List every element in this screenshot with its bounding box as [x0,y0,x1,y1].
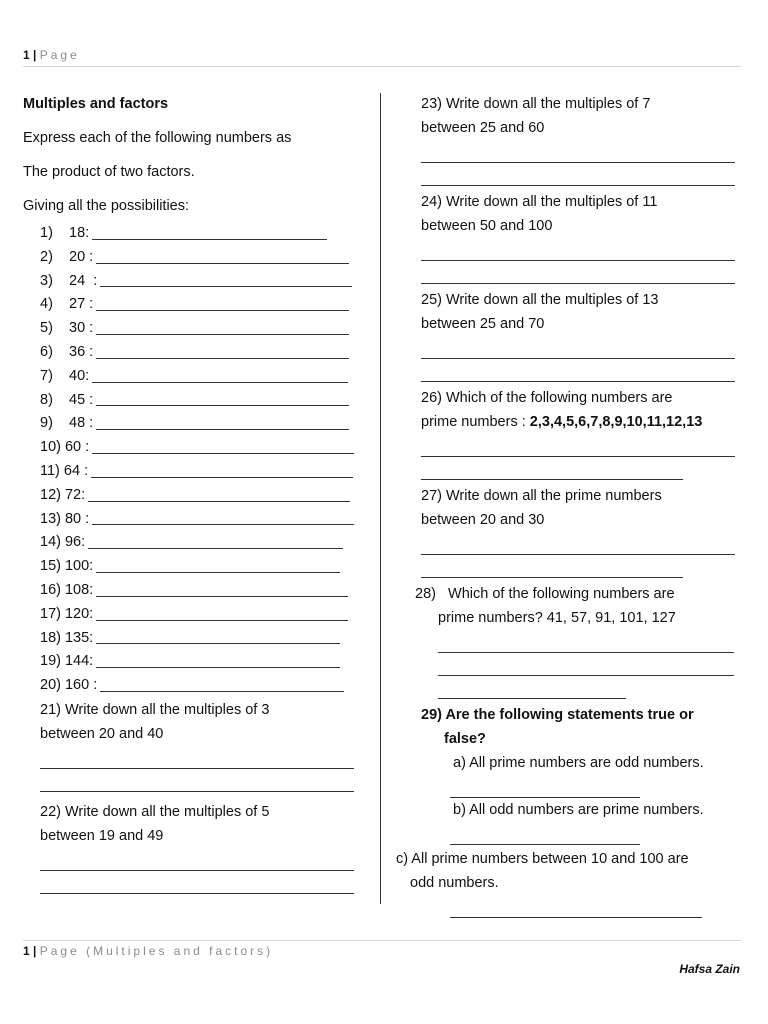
question-22 [23,800,368,894]
answer-line[interactable] [40,746,354,769]
worksheet-title: Multiples and factors [23,96,169,112]
answer-line[interactable] [438,630,734,653]
question-26-line-1: 26) Which of the following numbers are [421,390,673,406]
question-28-line-2: prime numbers? 41, 57, 91, 101, 127 [438,610,676,626]
answer-line[interactable] [40,769,354,792]
question-26-numbers: 2,3,4,5,6,7,8,9,10,11,12,13 [529,414,703,430]
answer-blank[interactable] [96,582,348,597]
question-21-line-1: 21) Write down all the multiples of 3 [40,701,270,718]
answer-line[interactable] [450,775,640,798]
factor-item: 3) 24 : [23,270,368,294]
footer-page-text: Page (Multiples and factors) [39,944,274,958]
intro-line-3: Giving all the possibilities: [23,198,190,214]
question-29-statement-c-line-1: c) All prime numbers between 10 and 100 are [396,851,689,867]
intro-line-1: Express each of the following numbers as [23,130,292,146]
question-21 [23,698,368,792]
question-23-line-2: between 25 and 60 [421,120,545,136]
answer-blank[interactable] [92,368,348,383]
question-27-line-2: between 20 and 30 [421,512,545,528]
factor-item: 1) 18: [23,222,368,246]
answer-blank[interactable] [96,653,340,668]
factor-item: 17) 120: [23,603,368,627]
factor-item: 16) 108: [23,579,368,603]
question-22-line-2: between 19 and 49 [40,827,164,844]
answer-line[interactable] [438,676,626,699]
factor-item: 18) 135: [23,627,368,651]
answer-blank[interactable] [96,606,348,621]
header-separator: | [33,48,37,62]
footer-page-number: 1 [23,944,30,958]
answer-blank[interactable] [92,225,327,240]
answer-blank[interactable] [92,510,354,525]
answer-line[interactable] [421,336,735,359]
factor-item: 13) 80 : [23,508,368,532]
intro-line-2: The product of two factors. [23,164,195,180]
question-25-line-1: 25) Write down all the multiples of 13 [421,292,659,308]
answer-blank[interactable] [88,487,350,502]
factor-item: 14) 96: [23,531,368,555]
factor-item: 15) 100: [23,555,368,579]
question-29 [396,703,746,845]
factor-item: 6) 36 : [23,341,368,365]
question-22-line-1: 22) Write down all the multiples of 5 [40,803,270,820]
question-28-line-1: 28) Which of the following numbers are [415,586,675,602]
answer-line[interactable] [421,532,735,555]
answer-line[interactable] [438,653,734,676]
answer-blank[interactable] [96,558,340,573]
answer-blank[interactable] [96,320,349,335]
author-name: Hafsa Zain [679,962,740,976]
question-24-line-2: between 50 and 100 [421,218,553,234]
answer-line[interactable] [421,457,683,480]
question-23 [396,92,746,186]
question-26-prefix: prime numbers : [421,414,530,430]
answer-line[interactable] [421,140,735,163]
right-column [396,92,746,918]
question-24-line-1: 24) Write down all the multiples of 11 [421,194,658,210]
answer-line[interactable] [40,848,354,871]
question-24 [396,190,746,284]
page-footer [23,940,741,962]
answer-line[interactable] [421,434,735,457]
answer-line[interactable] [40,871,354,894]
answer-blank[interactable] [96,391,349,406]
page-header [23,48,741,67]
factor-item: 2) 20 : [23,246,368,270]
factor-item: 20) 160 : [23,674,368,698]
answer-blank[interactable] [91,463,353,478]
answer-blank[interactable] [88,534,343,549]
question-25 [396,288,746,382]
question-21-line-2: between 20 and 40 [40,725,164,742]
answer-blank[interactable] [96,344,349,359]
footer-separator: | [33,944,37,958]
factor-item: 12) 72: [23,484,368,508]
answer-blank[interactable] [92,439,354,454]
header-page-word: Page [39,48,80,62]
answer-blank[interactable] [96,249,349,264]
answer-blank[interactable] [100,272,352,287]
answer-line[interactable] [421,555,683,578]
answer-line[interactable] [421,261,735,284]
answer-line[interactable] [421,238,735,261]
question-29-line-1: 29) Are the following statements true or [421,707,694,723]
question-23-line-1: 23) Write down all the multiples of 7 [421,96,651,112]
answer-blank[interactable] [100,677,344,692]
factor-item: 19) 144: [23,650,368,674]
answer-line[interactable] [421,359,735,382]
question-28 [396,582,746,699]
question-27-line-1: 27) Write down all the prime numbers [421,488,662,504]
question-25-line-2: between 25 and 70 [421,316,545,332]
factor-item: 5) 30 : [23,317,368,341]
answer-line[interactable] [450,822,640,845]
column-divider [380,93,381,904]
factor-item: 9) 48 : [23,412,368,436]
answer-line[interactable] [421,163,735,186]
question-29-statement-c-line-2: odd numbers. [410,875,499,891]
left-column [23,92,368,894]
factor-item: 4) 27 : [23,293,368,317]
answer-blank[interactable] [96,629,340,644]
question-29-line-2: false? [444,731,486,747]
factor-item: 8) 45 : [23,389,368,413]
factor-item: 7) 40: [23,365,368,389]
question-27 [396,484,746,578]
question-29-statement-b: b) All odd numbers are prime numbers. [453,802,704,818]
question-29-statement-a: a) All prime numbers are odd numbers. [453,755,704,771]
answer-line[interactable] [450,895,702,918]
header-page-number: 1 [23,48,30,62]
question-26 [396,386,746,480]
factor-item: 10) 60 : [23,436,368,460]
answer-blank[interactable] [96,296,349,311]
answer-blank[interactable] [96,415,349,430]
factor-item: 11) 64 : [23,460,368,484]
